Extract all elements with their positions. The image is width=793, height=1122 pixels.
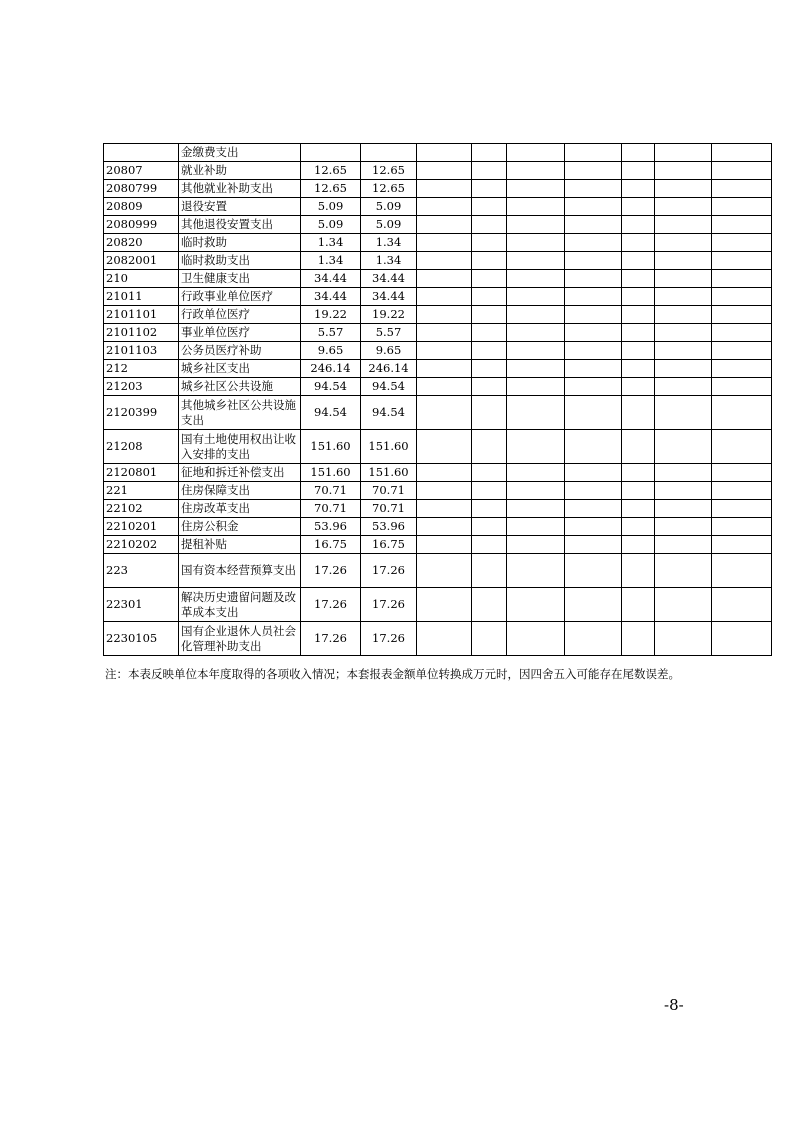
empty-cell xyxy=(655,588,712,622)
empty-cell xyxy=(712,622,772,656)
empty-cell xyxy=(507,216,565,234)
empty-cell xyxy=(507,622,565,656)
empty-cell xyxy=(622,430,655,464)
row-current-cell: 246.14 xyxy=(361,360,417,378)
empty-cell xyxy=(417,500,472,518)
empty-cell xyxy=(565,554,622,588)
empty-cell xyxy=(472,622,507,656)
empty-cell xyxy=(472,588,507,622)
empty-cell xyxy=(712,500,772,518)
empty-cell xyxy=(655,622,712,656)
empty-cell xyxy=(565,430,622,464)
empty-cell xyxy=(472,198,507,216)
empty-cell xyxy=(655,378,712,396)
empty-cell xyxy=(622,270,655,288)
empty-cell xyxy=(417,252,472,270)
table-body xyxy=(104,144,772,656)
empty-cell xyxy=(712,536,772,554)
empty-cell xyxy=(472,180,507,198)
empty-cell xyxy=(622,622,655,656)
empty-cell xyxy=(565,482,622,500)
table-row xyxy=(104,180,772,198)
empty-cell xyxy=(622,554,655,588)
row-total-cell: 12.65 xyxy=(301,180,361,198)
empty-cell xyxy=(565,306,622,324)
empty-cell xyxy=(507,482,565,500)
empty-cell xyxy=(655,360,712,378)
row-code-cell: 223 xyxy=(104,554,179,588)
row-current-cell: 16.75 xyxy=(361,536,417,554)
table-row xyxy=(104,360,772,378)
row-code-cell: 22102 xyxy=(104,500,179,518)
row-total-cell: 151.60 xyxy=(301,430,361,464)
row-current-cell: 70.71 xyxy=(361,482,417,500)
empty-cell xyxy=(507,360,565,378)
table-row xyxy=(104,270,772,288)
row-code-cell: 2082001 xyxy=(104,252,179,270)
row-code-cell: 2101102 xyxy=(104,324,179,342)
empty-cell xyxy=(565,396,622,430)
empty-cell xyxy=(565,162,622,180)
empty-cell xyxy=(417,482,472,500)
empty-cell xyxy=(712,324,772,342)
table-row xyxy=(104,622,772,656)
empty-cell xyxy=(655,270,712,288)
table-row xyxy=(104,306,772,324)
empty-cell xyxy=(712,216,772,234)
row-current-cell: 94.54 xyxy=(361,396,417,430)
row-name-cell: 提租补贴 xyxy=(179,536,301,554)
empty-cell xyxy=(712,464,772,482)
table-row xyxy=(104,378,772,396)
row-name-cell: 行政单位医疗 xyxy=(179,306,301,324)
table-row xyxy=(104,482,772,500)
empty-cell xyxy=(655,162,712,180)
empty-cell xyxy=(712,554,772,588)
table-row xyxy=(104,198,772,216)
row-name-cell: 临时救助 xyxy=(179,234,301,252)
empty-cell xyxy=(655,144,712,162)
row-name-cell: 行政事业单位医疗 xyxy=(179,288,301,306)
empty-cell xyxy=(622,518,655,536)
empty-cell xyxy=(655,500,712,518)
table-row xyxy=(104,162,772,180)
empty-cell xyxy=(622,234,655,252)
empty-cell xyxy=(565,324,622,342)
empty-cell xyxy=(472,396,507,430)
empty-cell xyxy=(622,162,655,180)
row-total-cell: 19.22 xyxy=(301,306,361,324)
empty-cell xyxy=(712,342,772,360)
row-current-cell: 9.65 xyxy=(361,342,417,360)
empty-cell xyxy=(565,536,622,554)
row-name-cell: 卫生健康支出 xyxy=(179,270,301,288)
row-name-cell: 就业补助 xyxy=(179,162,301,180)
empty-cell xyxy=(712,162,772,180)
empty-cell xyxy=(655,554,712,588)
row-name-cell: 解决历史遗留问题及改革成本支出 xyxy=(179,588,301,622)
row-total-cell: 5.57 xyxy=(301,324,361,342)
empty-cell xyxy=(507,252,565,270)
empty-cell xyxy=(472,288,507,306)
empty-cell xyxy=(507,430,565,464)
row-total-cell: 5.09 xyxy=(301,216,361,234)
empty-cell xyxy=(622,464,655,482)
empty-cell xyxy=(417,588,472,622)
row-code-cell: 2210201 xyxy=(104,518,179,536)
row-current-cell: 53.96 xyxy=(361,518,417,536)
empty-cell xyxy=(507,554,565,588)
empty-cell xyxy=(507,588,565,622)
row-code-cell: 2080999 xyxy=(104,216,179,234)
empty-cell xyxy=(472,464,507,482)
empty-cell xyxy=(655,482,712,500)
empty-cell xyxy=(507,500,565,518)
row-current-cell: 5.09 xyxy=(361,198,417,216)
empty-cell xyxy=(712,180,772,198)
empty-cell xyxy=(622,180,655,198)
row-total-cell: 246.14 xyxy=(301,360,361,378)
empty-cell xyxy=(712,378,772,396)
empty-cell xyxy=(417,536,472,554)
row-code-cell: 2080799 xyxy=(104,180,179,198)
row-name-cell: 城乡社区公共设施 xyxy=(179,378,301,396)
empty-cell xyxy=(472,482,507,500)
empty-cell xyxy=(622,306,655,324)
row-code-cell: 210 xyxy=(104,270,179,288)
empty-cell xyxy=(712,396,772,430)
row-name-cell: 退役安置 xyxy=(179,198,301,216)
empty-cell xyxy=(565,234,622,252)
empty-cell xyxy=(417,234,472,252)
row-name-cell: 征地和拆迁补偿支出 xyxy=(179,464,301,482)
row-name-cell: 其他退役安置支出 xyxy=(179,216,301,234)
empty-cell xyxy=(417,198,472,216)
row-name-cell: 其他城乡社区公共设施支出 xyxy=(179,396,301,430)
empty-cell xyxy=(507,288,565,306)
empty-cell xyxy=(565,270,622,288)
empty-cell xyxy=(655,198,712,216)
empty-cell xyxy=(712,288,772,306)
row-current-cell: 151.60 xyxy=(361,430,417,464)
row-current-cell: 1.34 xyxy=(361,234,417,252)
row-name-cell: 住房保障支出 xyxy=(179,482,301,500)
empty-cell xyxy=(417,162,472,180)
empty-cell xyxy=(417,216,472,234)
empty-cell xyxy=(655,252,712,270)
empty-cell xyxy=(565,588,622,622)
empty-cell xyxy=(417,378,472,396)
empty-cell xyxy=(565,144,622,162)
empty-cell xyxy=(507,396,565,430)
empty-cell xyxy=(565,288,622,306)
empty-cell xyxy=(417,306,472,324)
empty-cell xyxy=(622,482,655,500)
row-code-cell: 2101101 xyxy=(104,306,179,324)
empty-cell xyxy=(712,144,772,162)
empty-cell xyxy=(655,306,712,324)
row-current-cell xyxy=(361,144,417,162)
row-current-cell: 17.26 xyxy=(361,554,417,588)
row-name-cell: 国有资本经营预算支出 xyxy=(179,554,301,588)
row-name-cell: 国有土地使用权出让收入安排的支出 xyxy=(179,430,301,464)
empty-cell xyxy=(565,518,622,536)
empty-cell xyxy=(417,396,472,430)
empty-cell xyxy=(472,536,507,554)
empty-cell xyxy=(417,622,472,656)
row-current-cell: 94.54 xyxy=(361,378,417,396)
row-current-cell: 5.09 xyxy=(361,216,417,234)
empty-cell xyxy=(712,482,772,500)
empty-cell xyxy=(655,216,712,234)
empty-cell xyxy=(622,588,655,622)
row-total-cell: 70.71 xyxy=(301,500,361,518)
row-code-cell: 20809 xyxy=(104,198,179,216)
table-row xyxy=(104,554,772,588)
table-row xyxy=(104,536,772,554)
row-current-cell: 5.57 xyxy=(361,324,417,342)
empty-cell xyxy=(712,430,772,464)
row-total-cell: 151.60 xyxy=(301,464,361,482)
row-current-cell: 19.22 xyxy=(361,306,417,324)
empty-cell xyxy=(622,198,655,216)
empty-cell xyxy=(712,588,772,622)
empty-cell xyxy=(507,342,565,360)
empty-cell xyxy=(622,536,655,554)
empty-cell xyxy=(622,288,655,306)
empty-cell xyxy=(622,378,655,396)
table-row xyxy=(104,324,772,342)
empty-cell xyxy=(712,518,772,536)
empty-cell xyxy=(655,536,712,554)
empty-cell xyxy=(507,180,565,198)
empty-cell xyxy=(472,162,507,180)
row-total-cell: 17.26 xyxy=(301,588,361,622)
row-total-cell: 94.54 xyxy=(301,378,361,396)
empty-cell xyxy=(472,252,507,270)
empty-cell xyxy=(565,180,622,198)
row-current-cell: 34.44 xyxy=(361,270,417,288)
row-code-cell: 2120399 xyxy=(104,396,179,430)
row-name-cell: 住房改革支出 xyxy=(179,500,301,518)
empty-cell xyxy=(417,360,472,378)
empty-cell xyxy=(565,378,622,396)
empty-cell xyxy=(507,144,565,162)
row-code-cell: 2101103 xyxy=(104,342,179,360)
empty-cell xyxy=(622,500,655,518)
empty-cell xyxy=(472,342,507,360)
row-code-cell: 2120801 xyxy=(104,464,179,482)
empty-cell xyxy=(507,536,565,554)
empty-cell xyxy=(712,360,772,378)
empty-cell xyxy=(507,270,565,288)
row-current-cell: 17.26 xyxy=(361,588,417,622)
row-current-cell: 12.65 xyxy=(361,180,417,198)
row-code-cell xyxy=(104,144,179,162)
empty-cell xyxy=(472,378,507,396)
empty-cell xyxy=(507,306,565,324)
empty-cell xyxy=(417,288,472,306)
row-total-cell: 34.44 xyxy=(301,288,361,306)
row-total-cell: 17.26 xyxy=(301,622,361,656)
empty-cell xyxy=(507,234,565,252)
empty-cell xyxy=(417,554,472,588)
row-code-cell: 20820 xyxy=(104,234,179,252)
row-code-cell: 2230105 xyxy=(104,622,179,656)
row-total-cell: 12.65 xyxy=(301,162,361,180)
empty-cell xyxy=(472,500,507,518)
row-name-cell: 事业单位医疗 xyxy=(179,324,301,342)
row-code-cell: 21208 xyxy=(104,430,179,464)
table-row xyxy=(104,430,772,464)
empty-cell xyxy=(417,324,472,342)
row-current-cell: 34.44 xyxy=(361,288,417,306)
empty-cell xyxy=(472,324,507,342)
empty-cell xyxy=(622,252,655,270)
empty-cell xyxy=(507,378,565,396)
empty-cell xyxy=(655,518,712,536)
empty-cell xyxy=(622,144,655,162)
row-code-cell: 22301 xyxy=(104,588,179,622)
row-total-cell: 1.34 xyxy=(301,234,361,252)
table-row xyxy=(104,216,772,234)
empty-cell xyxy=(622,216,655,234)
empty-cell xyxy=(655,464,712,482)
row-code-cell: 221 xyxy=(104,482,179,500)
row-total-cell: 16.75 xyxy=(301,536,361,554)
row-total-cell: 9.65 xyxy=(301,342,361,360)
row-code-cell: 21011 xyxy=(104,288,179,306)
table-row xyxy=(104,518,772,536)
empty-cell xyxy=(712,306,772,324)
empty-cell xyxy=(417,464,472,482)
empty-cell xyxy=(472,270,507,288)
empty-cell xyxy=(417,270,472,288)
row-total-cell: 70.71 xyxy=(301,482,361,500)
row-total-cell: 94.54 xyxy=(301,396,361,430)
empty-cell xyxy=(655,430,712,464)
empty-cell xyxy=(565,500,622,518)
table-row xyxy=(104,234,772,252)
row-name-cell: 国有企业退休人员社会化管理补助支出 xyxy=(179,622,301,656)
row-code-cell: 20807 xyxy=(104,162,179,180)
empty-cell xyxy=(507,198,565,216)
row-name-cell: 其他就业补助支出 xyxy=(179,180,301,198)
income-table xyxy=(103,143,772,656)
empty-cell xyxy=(655,180,712,198)
row-name-cell: 城乡社区支出 xyxy=(179,360,301,378)
empty-cell xyxy=(565,198,622,216)
table-row xyxy=(104,500,772,518)
row-name-cell: 临时救助支出 xyxy=(179,252,301,270)
empty-cell xyxy=(712,252,772,270)
empty-cell xyxy=(712,270,772,288)
empty-cell xyxy=(655,396,712,430)
row-current-cell: 1.34 xyxy=(361,252,417,270)
empty-cell xyxy=(417,342,472,360)
empty-cell xyxy=(622,396,655,430)
empty-cell xyxy=(565,622,622,656)
row-total-cell xyxy=(301,144,361,162)
empty-cell xyxy=(622,342,655,360)
empty-cell xyxy=(565,464,622,482)
empty-cell xyxy=(655,342,712,360)
empty-cell xyxy=(472,144,507,162)
page-number: -8- xyxy=(664,996,684,1014)
empty-cell xyxy=(417,144,472,162)
row-current-cell: 151.60 xyxy=(361,464,417,482)
row-total-cell: 5.09 xyxy=(301,198,361,216)
empty-cell xyxy=(417,180,472,198)
row-name-cell: 住房公积金 xyxy=(179,518,301,536)
empty-cell xyxy=(622,324,655,342)
row-code-cell: 212 xyxy=(104,360,179,378)
table-row xyxy=(104,288,772,306)
empty-cell xyxy=(417,430,472,464)
row-total-cell: 17.26 xyxy=(301,554,361,588)
table-note: 注：本表反映单位本年度取得的各项收入情况；本套报表金额单位转换成万元时，因四舍五入可能存在尾数误差。 xyxy=(105,667,680,681)
empty-cell xyxy=(565,342,622,360)
empty-cell xyxy=(655,288,712,306)
empty-cell xyxy=(507,324,565,342)
empty-cell xyxy=(472,518,507,536)
empty-cell xyxy=(472,360,507,378)
table-row xyxy=(104,588,772,622)
row-name-cell: 金缴费支出 xyxy=(179,144,301,162)
empty-cell xyxy=(472,306,507,324)
empty-cell xyxy=(655,234,712,252)
row-current-cell: 17.26 xyxy=(361,622,417,656)
empty-cell xyxy=(712,234,772,252)
table-row xyxy=(104,252,772,270)
empty-cell xyxy=(622,360,655,378)
empty-cell xyxy=(507,518,565,536)
row-current-cell: 70.71 xyxy=(361,500,417,518)
row-name-cell: 公务员医疗补助 xyxy=(179,342,301,360)
table-row xyxy=(104,342,772,360)
empty-cell xyxy=(507,464,565,482)
row-total-cell: 34.44 xyxy=(301,270,361,288)
row-code-cell: 2210202 xyxy=(104,536,179,554)
empty-cell xyxy=(565,252,622,270)
table-row xyxy=(104,144,772,162)
table-row xyxy=(104,396,772,430)
empty-cell xyxy=(417,518,472,536)
empty-cell xyxy=(565,216,622,234)
row-total-cell: 1.34 xyxy=(301,252,361,270)
row-current-cell: 12.65 xyxy=(361,162,417,180)
empty-cell xyxy=(472,216,507,234)
empty-cell xyxy=(565,360,622,378)
empty-cell xyxy=(472,430,507,464)
row-code-cell: 21203 xyxy=(104,378,179,396)
empty-cell xyxy=(655,324,712,342)
empty-cell xyxy=(712,198,772,216)
empty-cell xyxy=(472,554,507,588)
empty-cell xyxy=(472,234,507,252)
empty-cell xyxy=(507,162,565,180)
table-row xyxy=(104,464,772,482)
row-total-cell: 53.96 xyxy=(301,518,361,536)
